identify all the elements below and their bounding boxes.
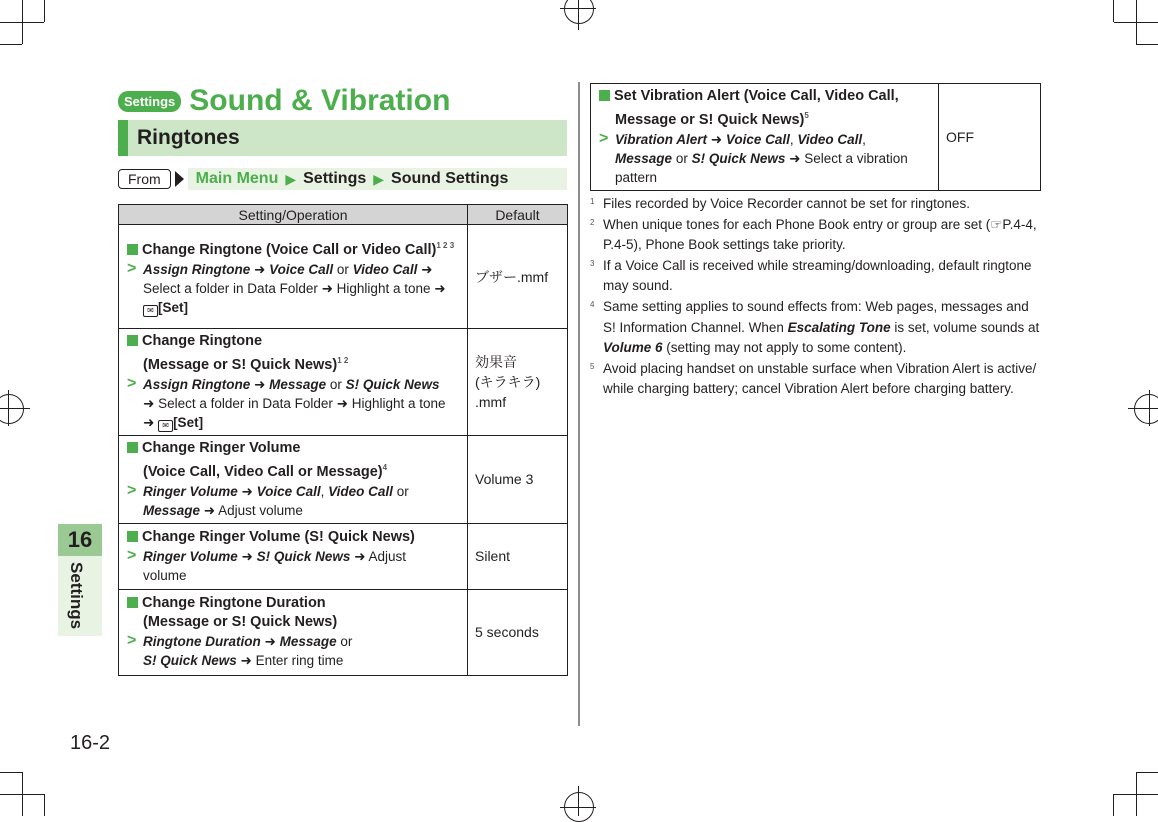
nav-settings: Settings [303, 170, 367, 187]
setting-cell [119, 523, 468, 589]
setting-title: Change Ringer Volume [127, 439, 461, 458]
registration-mark [0, 408, 30, 409]
setting-title: Set Vibration Alert (Voice Call, Video Call, [599, 87, 932, 106]
footnote: 3 If a Voice Call is received while streaming/downloading, default ringtone may sound. [590, 257, 1032, 294]
default-cell: ブザー.mmf [468, 225, 568, 329]
registration-mark [560, 8, 596, 9]
table-row [119, 435, 568, 523]
settings-table [118, 204, 568, 676]
setting-cell [119, 225, 468, 329]
operation-text: > Assign Ringtone ➜ Voice Call or Video Call ➜ Select a folder in Data Folder ➜ Highlight a tone ➜ ✉ [Set] [127, 259, 446, 315]
crop-mark [1114, 22, 1158, 23]
chevron-right-icon: > [127, 374, 137, 392]
square-bullet-icon [127, 531, 138, 542]
setting-title-line2: Message or S! Quick News)$^5$ [615, 111, 809, 128]
header-setting: Setting/Operation [119, 205, 468, 225]
crop-mark [0, 772, 22, 773]
nav-path [188, 168, 567, 190]
mail-key-icon: ✉ [143, 305, 158, 317]
default-cell: OFF [939, 84, 1041, 191]
footnote: 2 When unique tones for each Phone Book entry or group are set (☞P.4-4, P.4-5), Phone Book settings take priority. [590, 216, 1037, 253]
chevron-right-icon: > [599, 129, 609, 147]
square-bullet-icon [127, 442, 138, 453]
crop-mark [1136, 44, 1158, 45]
setting-cell [119, 329, 468, 436]
square-bullet-icon [599, 90, 610, 101]
setting-title-line2: (Message or S! Quick News) [143, 614, 338, 631]
chevron-right-icon: > [127, 259, 137, 277]
page-number: 16-2 [70, 732, 111, 754]
from-label: From [118, 169, 171, 189]
vibration-table [590, 83, 1041, 191]
page-title: Sound & Vibration [189, 84, 451, 117]
registration-mark [560, 807, 596, 808]
operation-text: > Assign Ringtone ➜ Message or S! Quick News ➜ Select a folder in Data Folder ➜ Highlight a tone ➜ ✉ [Set] [127, 374, 446, 430]
crop-mark [0, 22, 44, 23]
registration-mark [0, 394, 24, 424]
operation-text: > Vibration Alert ➜ Voice Call, Video Call, Message or S! Quick News ➜ Select a vibration pattern [599, 129, 908, 185]
triangle-right-icon: ▶ [373, 170, 385, 187]
triangle-right-icon: ▶ [285, 170, 297, 187]
settings-tag: Settings [118, 91, 181, 112]
operation-text: > Ringer Volume ➜ Voice Call, Video Call or Message ➜ Adjust volume [127, 481, 409, 518]
section-accent [118, 120, 128, 156]
default-cell: 5 seconds [468, 589, 568, 675]
table-row [119, 589, 568, 675]
crop-mark [44, 0, 45, 22]
navigation-path [118, 168, 567, 190]
operation-text: > Ringer Volume ➜ S! Quick News ➜ Adjust volume [127, 546, 406, 583]
setting-title: Change Ringtone [127, 332, 461, 351]
square-bullet-icon [127, 244, 138, 255]
registration-mark [564, 0, 594, 24]
square-bullet-icon [127, 335, 138, 346]
mail-key-icon: ✉ [158, 420, 173, 432]
registration-mark [578, 786, 579, 816]
arrow-icon [175, 171, 184, 187]
table-row [119, 329, 568, 436]
setting-title-line2: (Message or S! Quick News)$^{1 2}$ [143, 356, 349, 373]
footnote: 1 Files recorded by Voice Recorder cannot be set for ringtones. [590, 196, 970, 211]
default-cell: 効果音 (キラキラ) .mmf [468, 329, 568, 436]
setting-cell [591, 84, 939, 191]
crop-mark [1114, 794, 1158, 795]
footnote: 4 Same setting applies to sound effects from: Web pages, messages and S! Information Channel. When Escalating Tone is set, volume sounds at Volume 6 (setting may not apply to some content). [590, 298, 1040, 356]
setting-title: Change Ringtone (Voice Call or Video Call)$^{1 2 3}$ [127, 236, 461, 260]
setting-cell [119, 589, 468, 675]
nav-sound-settings: Sound Settings [391, 170, 509, 187]
registration-mark [8, 390, 9, 426]
nav-main-menu: Main Menu [195, 170, 279, 187]
square-bullet-icon [127, 597, 138, 608]
registration-mark [1149, 390, 1150, 426]
column-divider [578, 82, 580, 726]
chapter-label: Settings [67, 562, 86, 630]
setting-title-line2: (Voice Call, Video Call or Message)$^4$ [143, 462, 388, 480]
registration-mark [578, 0, 579, 30]
operation-text: > Ringtone Duration ➜ Message or S! Quick News ➜ Enter ring time [127, 632, 353, 669]
crop-mark [44, 794, 45, 816]
crop-mark [0, 44, 22, 45]
chapter-number: 16 [58, 524, 102, 556]
crop-mark [1113, 794, 1114, 816]
chevron-right-icon: > [127, 632, 137, 650]
table-header-row [119, 205, 568, 225]
header-default: Default [468, 205, 568, 225]
crop-mark [1136, 772, 1158, 773]
default-cell: Volume 3 [468, 435, 568, 523]
setting-cell [119, 435, 468, 523]
section-header [118, 120, 567, 156]
chevron-right-icon: > [127, 481, 137, 499]
title-row [118, 84, 450, 118]
table-row [119, 523, 568, 589]
crop-mark [1113, 0, 1114, 22]
section-title: Ringtones [137, 126, 240, 149]
footnote: 5 Avoid placing handset on unstable surface when Vibration Alert is active/ while charging battery; cancel Vibration Alert before charging battery. [590, 360, 1037, 397]
default-cell: Silent [468, 523, 568, 589]
footnotes [590, 194, 1042, 400]
setting-title: Change Ringtone Duration [127, 594, 461, 613]
registration-mark [1128, 408, 1158, 409]
table-row [591, 84, 1041, 191]
crop-mark [0, 794, 44, 795]
table-row [119, 225, 568, 329]
chevron-right-icon: > [127, 546, 137, 564]
registration-mark [1134, 394, 1158, 424]
setting-title: Change Ringer Volume (S! Quick News) [127, 528, 461, 547]
